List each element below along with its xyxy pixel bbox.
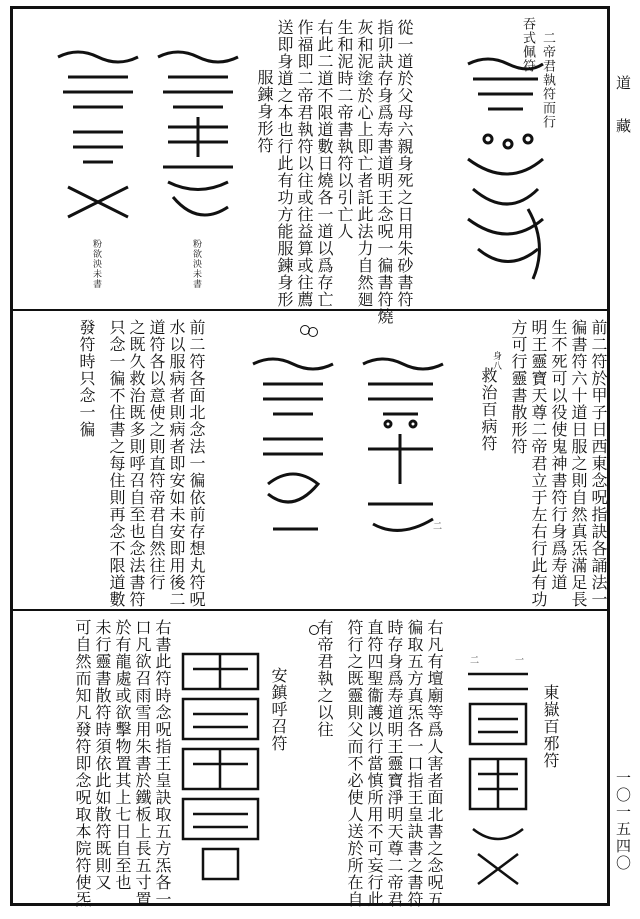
panel3-note-b: 二 — [468, 655, 478, 665]
panel3-label-mid: 安鎮呼召符 — [269, 667, 288, 752]
panel1-line-1: 從一道於父母六親身死之日用朱砂書符 — [395, 19, 414, 308]
panel2-label: 救治百病符 — [479, 367, 498, 452]
panel1-label-b: 二帝君執符而行 — [540, 31, 555, 129]
panel1-line-2: 指卯訣存身爲寿書道明王念呪一徧書符燒 — [375, 19, 394, 325]
panel2-left-line-6: 發符時只念一徧 — [77, 319, 96, 438]
panel2-note-a: 身八 — [491, 351, 501, 371]
panel3-right-line-4: 直符四聖衞護以行當慎所用不可妄行此 — [365, 619, 384, 908]
panel2-right-line-3: 生不死可以役使鬼神書符行身爲寿道 — [549, 319, 568, 591]
panel2-note-b: 二 — [431, 521, 441, 531]
panel1-talisman-note: 粉欲泱未書 — [191, 239, 201, 289]
panel1-line-3: 灰和泥塗於心上即亡者託此法力自然廻 — [355, 19, 374, 308]
panel1-line-6: 作福即二帝君執符以往或往益算或往薦 — [295, 19, 314, 308]
panel2-right-line-2: 徧書符六十道日服之則自然真炁滿足長 — [569, 319, 588, 608]
panel1-line-4: 生和泥時二帝書執符以引亡人 — [335, 19, 354, 240]
panel2-left-line-1: 前二符各面北念法一徧依前存想丸符呪 — [187, 319, 206, 608]
panel3-left-line-5: 可自然而知凡發符即念呪取本院符使炁 — [73, 619, 92, 908]
panel2-left-line-5: 只念一徧不住書之每住則再念不限道數 — [107, 319, 126, 608]
panel1-talisman-note: 粉欲泱未書 — [91, 239, 101, 289]
panel3-right-line-6: 有帝君執之以往 — [315, 619, 334, 738]
talisman-image — [248, 354, 338, 554]
panel2-right-line-4: 明王靈寶天尊二帝君立于左右行此有功 — [529, 319, 548, 608]
page-margin — [610, 0, 640, 919]
panel2-left-line-4: 之既久救治既多則呼召自至也念法書符 — [127, 319, 146, 608]
panel3-label-right: 東嶽百邪符 — [541, 684, 560, 769]
panel2-right-line-1: 前二符於甲子日西東念呪指訣各誦法一 — [589, 319, 608, 608]
panel-top — [13, 9, 607, 325]
ring-mark — [308, 327, 318, 337]
page-number: 一〇一五四〇 — [614, 770, 632, 872]
talisman-image — [458, 49, 553, 284]
panel1-label-a: 吞式佩符 — [520, 17, 535, 73]
collection-title-char: 藏 — [614, 118, 632, 133]
panel3-left-line-2: 口凡欲召雨雪用朱書於鐵板上長五寸置 — [133, 619, 152, 908]
page-frame — [10, 6, 610, 906]
panel-middle — [13, 309, 607, 609]
talisman-image — [353, 354, 448, 554]
panel3-right-line-2: 徧取五方真炁各一口指王皇訣書之書符 — [405, 619, 424, 908]
talisman-image — [153, 47, 243, 237]
panel3-left-line-1: 右書此符時念呪指王皇訣取五方炁各一 — [153, 619, 172, 908]
panel2-left-line-3: 道符各以意使之則直符帝君自然往行 — [147, 319, 166, 591]
panel3-left-line-3: 於有龍處或欲擊物置其上七日自至也 — [113, 619, 132, 891]
panel3-right-line-5: 符行之既靈則父而不必使人送於所在自 — [345, 619, 364, 908]
panel3-right-line-1: 右凡有壇廟等爲人害者面北書之念呪五 — [425, 619, 444, 908]
collection-title-char: 道 — [614, 75, 632, 90]
talisman-image — [458, 664, 538, 894]
panel3-left-line-4: 未行靈書散符時須依此如散符既則又 — [93, 619, 112, 891]
panel1-line-5: 右此二道不限道數日燒各一道以爲存亡 — [315, 19, 334, 308]
panel2-right-line-5: 方可行靈書散形符 — [509, 319, 528, 455]
panel3-note-a: 一 — [513, 655, 523, 665]
panel1-line-8: 服鍊身形符 — [255, 69, 274, 154]
talisman-image — [53, 47, 143, 237]
panel-bottom — [13, 609, 607, 909]
talisman-image — [178, 649, 263, 889]
panel2-left-line-2: 水以服病者則病者即安如未安即用後二 — [167, 319, 186, 608]
panel3-right-line-3: 時存身爲寿道明王靈寶淨明天尊二帝君 — [385, 619, 404, 908]
panel1-line-7: 送即身道之本也行此有功方能服鍊身形 — [275, 19, 294, 308]
